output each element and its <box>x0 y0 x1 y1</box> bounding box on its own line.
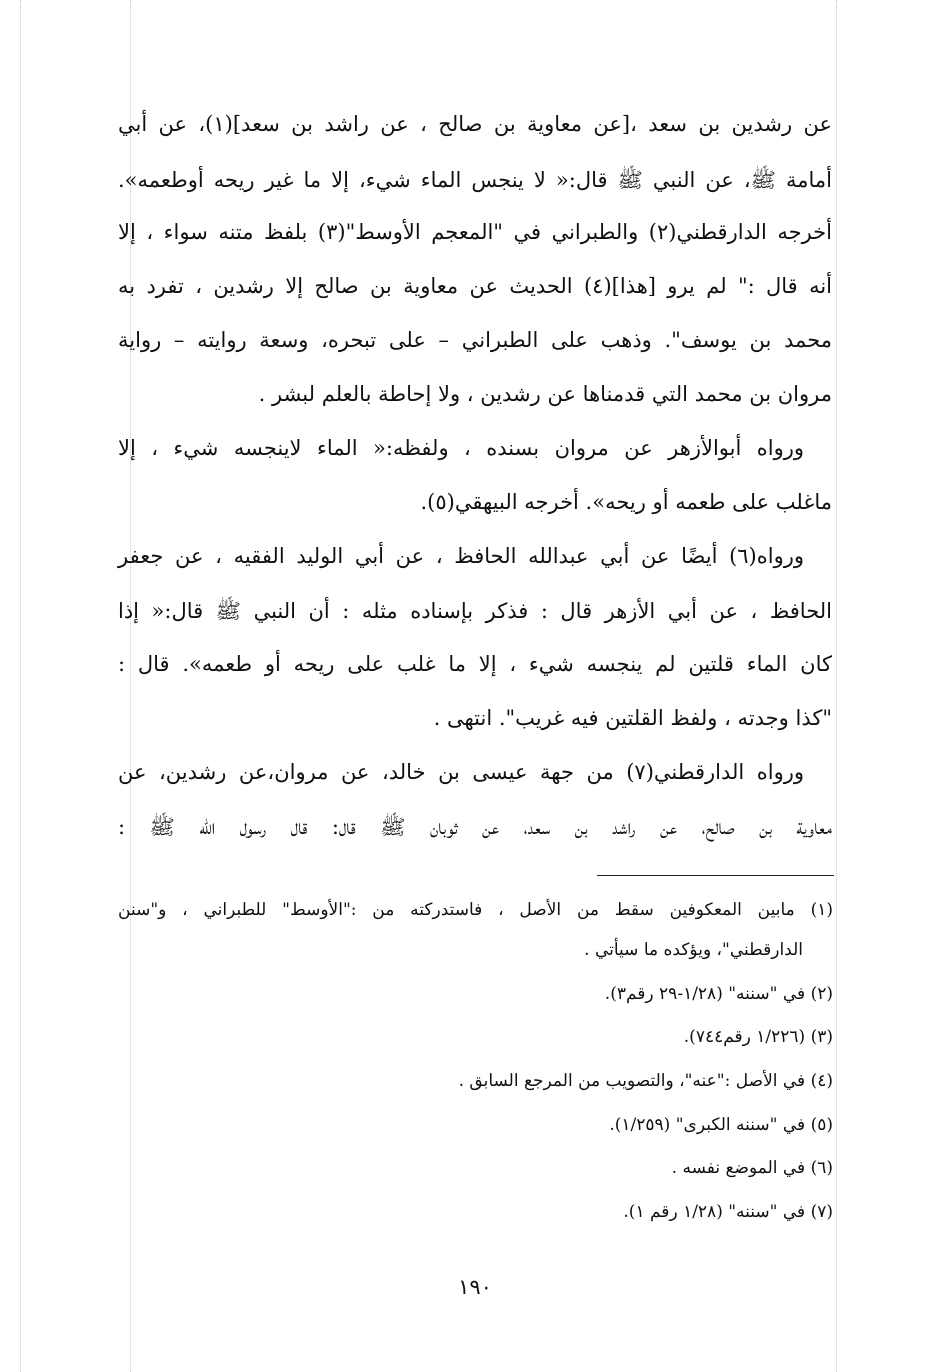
footnote: (٦) في الموضع نفسه . <box>671 1158 833 1178</box>
footnote-separator <box>597 875 834 876</box>
body-line: ورواه الدارقطني(٧) من جهة عيسى بن خالد، عن مروان،عن رشدين، عن <box>118 760 804 784</box>
footnote: (٥) في "سننه الكبرى" (١/٢٥٩). <box>609 1115 833 1135</box>
footnote: (٣) (١/٢٢٦ رقم٧٤٤). <box>683 1027 833 1047</box>
scan-margin-dots <box>130 0 131 1372</box>
body-line: عن رشدين بن سعد ،[عن معاوية بن صالح ، عن راشد بن سعد](١)، عن أبي <box>118 112 832 136</box>
body-line: أخرجه الدارقطني(٢) والطبراني في "المعجم الأوسط"(٣) بلفظ متنه سواء ، إلا <box>118 220 832 244</box>
body-line: "كذا وجدته ، ولفظ القلتين فيه غريب". انتهى . <box>433 706 832 730</box>
footnote: (٧) في "سننه" (١/٢٨ رقم ١). <box>623 1202 833 1222</box>
body-line: أنه قال :" لم يرو [هذا](٤) الحديث عن معاوية بن صالح إلا رشدين ، تفرد به <box>118 274 833 298</box>
body-line: ورواه أبوالأزهر عن مروان بسنده ، ولفظه:« الماء لاينجسه شيء ، إلا <box>118 436 804 460</box>
body-line: معاوية بن صالح، عن راشد بن سعد، عن ثوبان ﷺ قال: قال رسول الله ﷺ : <box>118 815 832 839</box>
scan-margin-dots <box>836 0 837 1372</box>
page-number: ١٩٠ <box>458 1275 492 1299</box>
body-line: ماغلب على طعمه أو ريحه». أخرجه البيهقي(٥). <box>420 490 832 514</box>
footnote: (٢) في "سننه" (١/٢٨-٢٩ رقم٣). <box>604 984 833 1004</box>
body-line: محمد بن يوسف". وذهب على الطبراني – على تبحره، وسعة روايته – رواية <box>118 328 832 352</box>
body-line: الحافظ ، عن أبي الأزهر قال : فذكر بإسناده مثله : أن النبي ﷺ قال:« إذا <box>118 599 832 623</box>
scan-margin-dots <box>20 0 21 1372</box>
body-line: ورواه(٦) أيضًا عن أبي عبدالله الحافظ ، عن أبي الوليد الفقيه ، عن جعفر <box>118 544 804 568</box>
body-line: أمامة ﷺ، عن النبي ﷺ قال:« لا ينجس الماء شيء، إلا ما غير ريحه أوطعمه». <box>118 168 832 192</box>
footnote: (١) مابين المعكوفين سقط من الأصل ، فاستدركته من :"الأوسط" للطبراني ، و"سنن <box>118 900 833 920</box>
body-line: مروان بن محمد التي قدمناها عن رشدين ، ولا إحاطة بالعلم لبشر . <box>258 382 832 406</box>
body-line: كان الماء قلتين لم ينجسه شيء ، إلا ما غلب على ريحه أو طعمه». قال : <box>118 652 832 676</box>
footnote: الدارقطني"، ويؤكده ما سيأتي . <box>584 940 803 960</box>
footnote: (٤) في الأصل :"عنه"، والتصويب من المرجع السابق . <box>458 1071 833 1091</box>
